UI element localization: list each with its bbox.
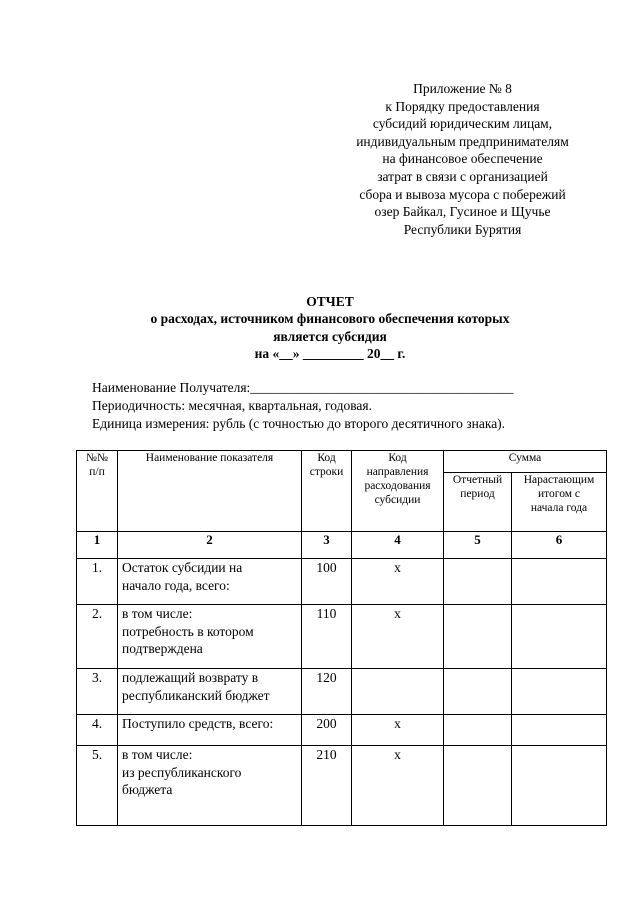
appendix-line: затрат в связи с организацией <box>377 168 548 184</box>
table-row <box>77 715 607 746</box>
column-numbers-row <box>77 532 607 559</box>
row-cumulative <box>512 669 607 715</box>
appendix-line: Республики Бурятия <box>403 221 522 237</box>
row-cumulative <box>512 605 607 669</box>
appendix-line: индивидуальным предпринимателям <box>356 133 569 149</box>
row-direction: x <box>352 715 444 746</box>
col-number: 4 <box>352 532 444 559</box>
row-reporting <box>444 669 512 715</box>
row-name: подлежащий возврату в республиканский бюджет <box>118 669 302 715</box>
row-reporting <box>444 605 512 669</box>
header-sum: Сумма <box>444 451 607 473</box>
title-line: о расходах, источником финансового обеспечения которых <box>150 311 510 327</box>
report-table <box>76 450 607 826</box>
row-num: 4. <box>77 715 118 746</box>
report-title <box>60 293 600 363</box>
row-num: 2. <box>77 605 118 669</box>
unit-line: Единица измерения: рубль (с точностью до второго десятичного знака). <box>92 416 506 431</box>
row-num: 3. <box>77 669 118 715</box>
row-code: 210 <box>302 746 352 826</box>
row-direction: x <box>352 559 444 605</box>
row-cumulative <box>512 559 607 605</box>
header-reporting: Отчетный период <box>444 473 512 532</box>
table-row <box>77 746 607 826</box>
row-name: Остаток субсидии на начало года, всего: <box>118 559 302 605</box>
header-name: Наименование показателя <box>118 451 302 532</box>
col-number: 2 <box>118 532 302 559</box>
header-row <box>77 451 607 473</box>
row-code: 100 <box>302 559 352 605</box>
header-num: №№ п/п <box>77 451 118 532</box>
row-name: Поступило средств, всего: <box>118 715 302 746</box>
appendix-line: субсидий юридическим лицам, <box>372 116 553 132</box>
appendix-line: сбора и вывоза мусора с побережий <box>359 186 566 202</box>
row-code: 120 <box>302 669 352 715</box>
row-reporting <box>444 559 512 605</box>
row-reporting <box>444 746 512 826</box>
row-cumulative <box>512 746 607 826</box>
row-name: в том числе: потребность в котором подтверждена <box>118 605 302 669</box>
header-code: Код строки <box>302 451 352 532</box>
table-row <box>77 559 607 605</box>
col-number: 5 <box>444 532 512 559</box>
appendix-line: Приложение № 8 <box>413 81 512 96</box>
table-row <box>77 669 607 715</box>
row-name: в том числе: из республиканского бюджета <box>118 746 302 826</box>
col-number: 1 <box>77 532 118 559</box>
appendix-block <box>320 80 605 238</box>
appendix-line: к Порядку предоставления <box>385 98 540 114</box>
appendix-line: озер Байкал, Гусиное и Щучье <box>374 204 551 220</box>
header-cumulative: Нарастающим итогом с начала года <box>512 473 607 532</box>
title-date-line: на «__» _________ 20__ г. <box>254 346 406 362</box>
col-number: 3 <box>302 532 352 559</box>
appendix-line: на финансовое обеспечение <box>382 151 543 167</box>
table-row <box>77 605 607 669</box>
row-reporting <box>444 715 512 746</box>
title-line: ОТЧЕТ <box>306 294 354 309</box>
row-code: 110 <box>302 605 352 669</box>
row-direction <box>352 669 444 715</box>
report-meta <box>92 379 592 433</box>
title-line: является субсидия <box>273 328 387 344</box>
row-direction: x <box>352 605 444 669</box>
row-num: 5. <box>77 746 118 826</box>
row-direction: x <box>352 746 444 826</box>
recipient-line: Наименование Получателя:_______________________________________ <box>92 380 514 395</box>
row-cumulative <box>512 715 607 746</box>
col-number: 6 <box>512 532 607 559</box>
header-direction: Код направления расходования субсидии <box>352 451 444 532</box>
periodicity-line: Периодичность: месячная, квартальная, годовая. <box>92 398 372 413</box>
row-code: 200 <box>302 715 352 746</box>
row-num: 1. <box>77 559 118 605</box>
